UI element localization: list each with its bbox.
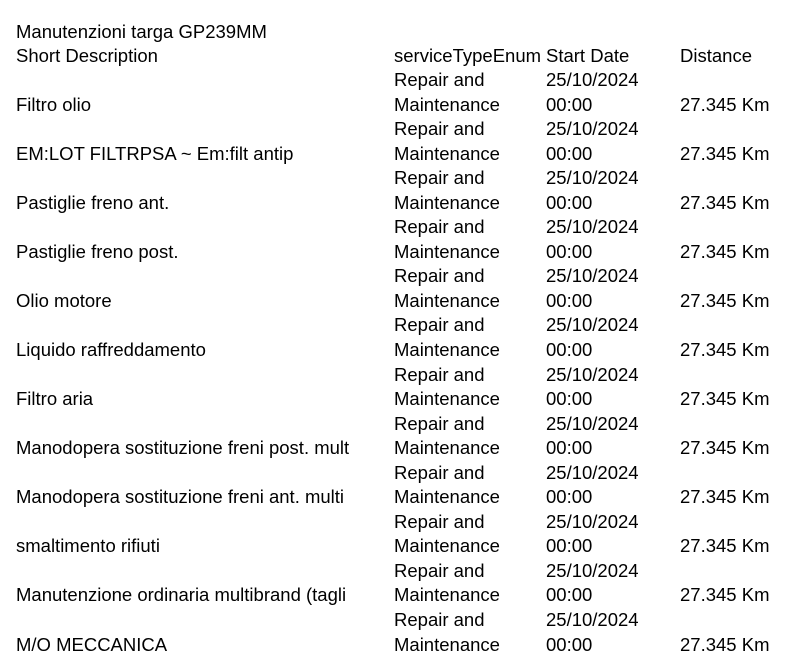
row-start-date-time: 00:00: [546, 142, 593, 164]
row-short-description: Filtro olio: [16, 93, 92, 115]
row-service-type-line2: Maintenance: [394, 142, 500, 164]
row-start-date-day: 25/10/2024: [546, 461, 639, 483]
row-service-type: [394, 363, 541, 412]
row-service-type: [394, 117, 541, 166]
row-start-date-day: 25/10/2024: [546, 216, 639, 238]
row-service-type: [394, 608, 541, 657]
row-service-type-line2: Maintenance: [394, 191, 500, 213]
report-title: Manutenzioni targa GP239MM: [16, 21, 267, 42]
row-start-date-day: 25/10/2024: [546, 559, 639, 581]
table-header: [0, 44, 804, 68]
row-distance: 27.345 Km: [680, 240, 770, 262]
row-short-description: Olio motore: [16, 289, 112, 311]
row-distance: 27.345 Km: [680, 633, 770, 655]
row-service-type: [394, 461, 541, 510]
row-start-date-time: 00:00: [546, 240, 593, 262]
row-distance: 27.345 Km: [680, 191, 770, 213]
table-row: [0, 510, 804, 559]
row-service-type-line1: Repair and: [394, 461, 485, 483]
row-start-date: [546, 510, 674, 559]
row-service-type-line2: Maintenance: [394, 633, 500, 655]
row-start-date-time: 00:00: [546, 93, 593, 115]
row-start-date-time: 00:00: [546, 633, 593, 655]
row-service-type: [394, 412, 541, 461]
row-service-type-line1: Repair and: [394, 216, 485, 238]
row-distance: 27.345 Km: [680, 142, 770, 164]
row-start-date: [546, 166, 674, 215]
row-start-date-day: 25/10/2024: [546, 167, 639, 189]
row-short-description: Manutenzione ordinaria multibrand (tagli: [16, 584, 347, 606]
table-row: [0, 166, 804, 215]
row-service-type-line2: Maintenance: [394, 535, 500, 557]
row-service-type: [394, 510, 541, 559]
row-distance: 27.345 Km: [680, 584, 770, 606]
header-start-date: Start Date: [546, 45, 630, 66]
row-start-date-day: 25/10/2024: [546, 118, 639, 140]
row-start-date-day: 25/10/2024: [546, 265, 639, 287]
row-short-description: Manodopera sostituzione freni post. mult: [16, 437, 350, 459]
row-start-date-day: 25/10/2024: [546, 609, 639, 631]
row-service-type-line2: Maintenance: [394, 338, 500, 360]
row-short-description: Manodopera sostituzione freni ant. multi: [16, 486, 345, 508]
row-service-type: [394, 68, 541, 117]
row-service-type-line2: Maintenance: [394, 437, 500, 459]
row-start-date-day: 25/10/2024: [546, 363, 639, 385]
row-service-type: [394, 166, 541, 215]
row-start-date-time: 00:00: [546, 437, 593, 459]
row-service-type-line1: Repair and: [394, 363, 485, 385]
row-service-type: [394, 264, 541, 313]
maintenance-table-body: [0, 68, 804, 657]
row-service-type-line1: Repair and: [394, 609, 485, 631]
table-row: [0, 608, 804, 657]
header-distance: Distance: [680, 45, 752, 66]
row-distance: 27.345 Km: [680, 437, 770, 459]
row-start-date-time: 00:00: [546, 338, 593, 360]
row-service-type: [394, 215, 541, 264]
table-row: [0, 264, 804, 313]
row-start-date-time: 00:00: [546, 535, 593, 557]
header-service-type: serviceTypeEnum: [394, 45, 541, 66]
row-service-type-line2: Maintenance: [394, 584, 500, 606]
table-row: [0, 117, 804, 166]
row-short-description: Pastiglie freno ant.: [16, 191, 170, 213]
row-service-type-line2: Maintenance: [394, 240, 500, 262]
row-start-date: [546, 313, 674, 362]
header-short-description: Short Description: [16, 45, 158, 66]
row-short-description: M/O MECCANICA: [16, 633, 168, 655]
row-service-type-line1: Repair and: [394, 265, 485, 287]
row-service-type-line2: Maintenance: [394, 93, 500, 115]
row-short-description: Pastiglie freno post.: [16, 240, 179, 262]
row-start-date-day: 25/10/2024: [546, 314, 639, 336]
row-service-type-line2: Maintenance: [394, 289, 500, 311]
row-distance: 27.345 Km: [680, 93, 770, 115]
table-row: [0, 461, 804, 510]
row-start-date: [546, 559, 674, 608]
row-service-type: [394, 559, 541, 608]
row-start-date-day: 25/10/2024: [546, 69, 639, 90]
table-row: [0, 215, 804, 264]
row-service-type-line2: Maintenance: [394, 486, 500, 508]
table-row: [0, 559, 804, 608]
row-service-type-line1: Repair and: [394, 510, 485, 532]
row-start-date: [546, 264, 674, 313]
row-start-date-day: 25/10/2024: [546, 510, 639, 532]
row-service-type-line1: Repair and: [394, 412, 485, 434]
row-start-date: [546, 608, 674, 657]
row-distance: 27.345 Km: [680, 535, 770, 557]
row-short-description: EM:LOT FILTRPSA ~ Em:filt antip: [16, 142, 294, 164]
row-service-type: [394, 313, 541, 362]
row-start-date-time: 00:00: [546, 388, 593, 410]
row-distance: 27.345 Km: [680, 388, 770, 410]
row-service-type-line1: Repair and: [394, 559, 485, 581]
row-short-description: Liquido raffreddamento: [16, 338, 206, 360]
row-start-date: [546, 461, 674, 510]
row-distance: 27.345 Km: [680, 486, 770, 508]
row-start-date-time: 00:00: [546, 191, 593, 213]
table-row: [0, 412, 804, 461]
row-start-date: [546, 117, 674, 166]
row-service-type-line1: Repair and: [394, 167, 485, 189]
row-short-description: Filtro aria: [16, 388, 94, 410]
row-start-date: [546, 412, 674, 461]
row-service-type-line1: Repair and: [394, 314, 485, 336]
row-start-date-time: 00:00: [546, 584, 593, 606]
row-start-date-time: 00:00: [546, 486, 593, 508]
row-service-type-line1: Repair and: [394, 118, 485, 140]
row-distance: 27.345 Km: [680, 338, 770, 360]
table-row: [0, 363, 804, 412]
table-row: [0, 313, 804, 362]
row-start-date: [546, 363, 674, 412]
table-row: [0, 68, 804, 117]
row-start-date-time: 00:00: [546, 289, 593, 311]
row-short-description: smaltimento rifiuti: [16, 535, 160, 557]
row-start-date: [546, 68, 674, 117]
row-distance: 27.345 Km: [680, 289, 770, 311]
row-start-date: [546, 215, 674, 264]
row-start-date-day: 25/10/2024: [546, 412, 639, 434]
row-service-type-line2: Maintenance: [394, 388, 500, 410]
row-service-type-line1: Repair and: [394, 69, 485, 90]
